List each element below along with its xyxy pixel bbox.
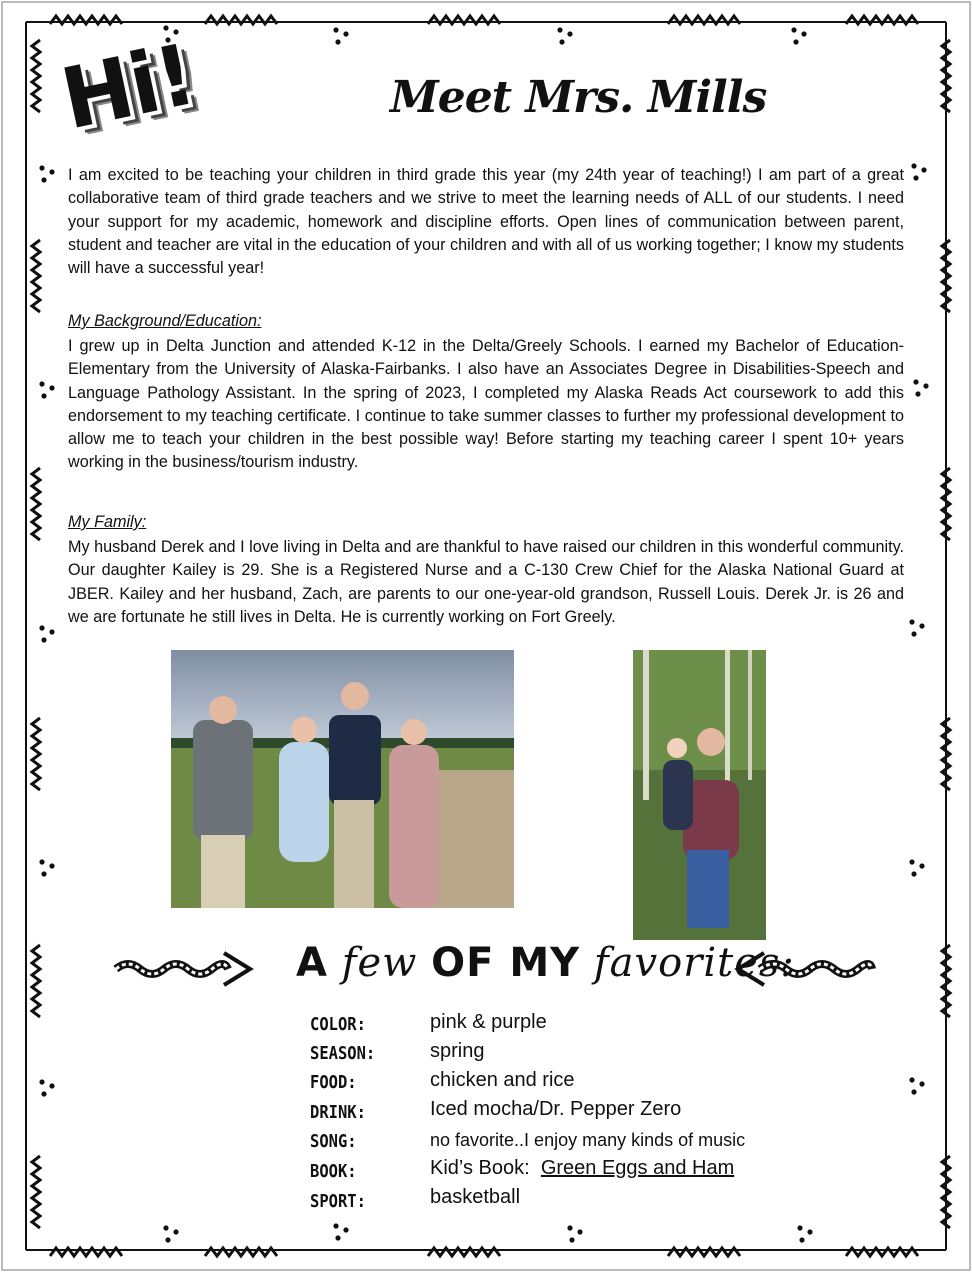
border-dot: [913, 379, 918, 384]
favorite-season-value: spring: [430, 1040, 485, 1062]
border-dot: [49, 385, 54, 390]
favorite-color-value: pink & purple: [430, 1011, 547, 1033]
favorite-color-label: COLOR:: [310, 1014, 366, 1035]
border-dot: [923, 383, 928, 388]
border-dot: [911, 871, 916, 876]
border-dot: [577, 1229, 582, 1234]
border-dot: [39, 859, 44, 864]
border-dot: [919, 623, 924, 628]
border-dot: [913, 175, 918, 180]
favorite-book-label: BOOK:: [310, 1161, 357, 1182]
border-squiggle: [668, 16, 740, 24]
favorite-song-label: SONG:: [310, 1131, 357, 1152]
border-dot: [335, 1235, 340, 1240]
border-dot: [333, 1223, 338, 1228]
border-dot: [163, 1225, 168, 1230]
favorite-book-title: Green Eggs and Ham: [540, 1157, 735, 1179]
border-squiggle: [32, 945, 40, 1017]
border-dot: [791, 27, 796, 32]
border-dot: [799, 1237, 804, 1242]
favorite-drink-label: DRINK:: [310, 1102, 366, 1123]
favorite-sport-label: SPORT:: [310, 1191, 366, 1212]
family-photo: [171, 650, 514, 908]
border-dot: [911, 1089, 916, 1094]
family-paragraph: My husband Derek and I love living in Delta and are thankful to have raised our children in this wonderful community. Our daughter Kailey is 29. She is a Registered Nurse and a C-130 Crew Chief for the Alaska National Guard at JBER. Kailey and her husband, Zach, are parents to our one-year-old grandson, Russell Louis. Derek Jr. is 26 and we are fortunate he still lives in Delta. He is currently working on Fort Greely.: [68, 538, 904, 626]
favorite-book-value: [430, 1157, 734, 1180]
border-dot: [919, 1081, 924, 1086]
border-dot: [41, 871, 46, 876]
background-paragraph: I grew up in Delta Junction and attended K-12 in the Delta/Greely Schools. I earned my Bachelor of Education-Elementary from the University of Alaska-Fairbanks. I also have an Associates Degree in Disabilities-Speech and Language Pathology Assistant. In the spring of 2023, I completed my Alaska Reads Act coursework to add this endorsement to my teaching certificate. I continue to take summer classes to further my professional development to allow me to teach your children in the best possible way! Before starting my teaching career I spent 10+ years working in the business/tourism industry.: [68, 337, 904, 472]
border-dot: [39, 381, 44, 386]
border-dot: [557, 27, 562, 32]
border-dot: [801, 31, 806, 36]
favorite-food-value: chicken and rice: [430, 1069, 575, 1091]
intro-paragraph: I am excited to be teaching your children in third grade this year (my 24th year of teaching!) I am part of a great collaborative team of third grade teachers and we strive to meet the learning needs of ALL of our students. I need your support for my academic, homework and discipline efforts. Open lines of communication between parent, student and teacher are vital in the education of your children and with all of us working together; I know my students will have a successful year!: [68, 166, 904, 278]
border-squiggle: [32, 468, 40, 540]
border-dot: [41, 1091, 46, 1096]
border-dot: [39, 1079, 44, 1084]
left-arrow-icon: [734, 945, 876, 993]
border-dot: [793, 39, 798, 44]
border-dot: [39, 625, 44, 630]
border-dot: [797, 1225, 802, 1230]
grandson-photo: [633, 650, 766, 940]
border-dot: [343, 1227, 348, 1232]
border-dot: [911, 163, 916, 168]
right-arrow-icon: [112, 945, 254, 993]
border-dot: [569, 1237, 574, 1242]
border-squiggle: [32, 1156, 40, 1228]
border-squiggle: [32, 240, 40, 312]
border-squiggle: [50, 16, 122, 24]
border-squiggle: [32, 40, 40, 112]
favorites-title: [296, 940, 795, 986]
favorites-title-few: few: [341, 940, 418, 986]
page-title: Meet Mrs. Mills: [390, 72, 767, 123]
border-dot: [919, 863, 924, 868]
family-heading: My Family:: [68, 513, 147, 531]
border-dot: [567, 1225, 572, 1230]
border-squiggle: [32, 718, 40, 790]
border-dot: [39, 165, 44, 170]
border-dot: [909, 619, 914, 624]
border-dot: [41, 177, 46, 182]
border-dot: [173, 1229, 178, 1234]
border-dot: [911, 631, 916, 636]
border-dot: [909, 859, 914, 864]
border-dot: [165, 1237, 170, 1242]
border-dot: [559, 39, 564, 44]
background-heading: My Background/Education:: [68, 312, 262, 330]
hi-graphic: Hi!: [53, 25, 203, 149]
favorites-title-a: A: [296, 940, 328, 986]
border-dot: [41, 637, 46, 642]
favorite-book-prefix: Kid’s Book:: [430, 1157, 541, 1179]
border-dot: [921, 167, 926, 172]
favorite-drink-value: Iced mocha/Dr. Pepper Zero: [430, 1098, 682, 1120]
border-squiggle: [428, 16, 500, 24]
border-dot: [41, 393, 46, 398]
border-squiggle: [846, 16, 918, 24]
border-dot: [915, 391, 920, 396]
border-dot: [335, 39, 340, 44]
border-dot: [49, 1083, 54, 1088]
border-squiggle: [205, 16, 277, 24]
favorite-sport-value: basketball: [430, 1186, 521, 1208]
border-dot: [333, 27, 338, 32]
favorite-song-value: no favorite..I enjoy many kinds of music: [430, 1130, 746, 1150]
border-dot: [807, 1229, 812, 1234]
border-dot: [343, 31, 348, 36]
border-dot: [567, 31, 572, 36]
border-dot: [49, 169, 54, 174]
border-dot: [909, 1077, 914, 1082]
border-dot: [49, 629, 54, 634]
favorites-title-favorites: favorites:: [593, 940, 795, 986]
favorite-season-label: SEASON:: [310, 1043, 376, 1064]
favorites-title-of-my: OF MY: [431, 940, 581, 986]
favorite-food-label: FOOD:: [310, 1072, 357, 1093]
border-dot: [49, 863, 54, 868]
